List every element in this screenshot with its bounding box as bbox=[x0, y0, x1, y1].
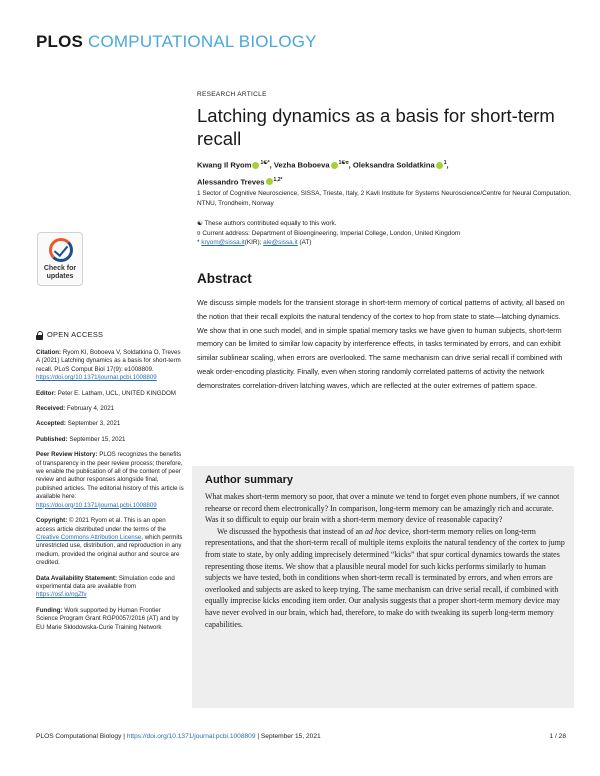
author-summary-text bbox=[205, 491, 565, 630]
article-sidebar bbox=[36, 331, 184, 639]
check-updates-label: Check for updates bbox=[43, 265, 77, 280]
copyright-block: Copyright: © 2021 Ryom et al. This is an open access article distributed under the terms of the Creative Commons Attribution License, which permits unrestricted use, distribution, and reproduction in any medium, provided the original author and source are credited. bbox=[36, 517, 183, 567]
data-availability-block: Data Availability Statement: Simulation code and experimental data are available from https://osf.io/ngZfv bbox=[36, 574, 175, 599]
journal-name: COMPUTATIONAL BIOLOGY bbox=[88, 32, 317, 51]
check-updates-icon bbox=[49, 238, 73, 262]
editor-block: Editor: Peter E. Latham, UCL, UNITED KINGDOM bbox=[36, 389, 176, 397]
peer-review-block: Peer Review History: PLOS recognizes the benefits of transparency in the peer review process; therefore, we enable the publication of all of the content of peer review and author responses alongside final, published articles. The editorial history of this article is available here: https://doi.org/10.1371/journal.pcbi.1008809 bbox=[36, 451, 184, 509]
page-footer bbox=[36, 733, 566, 740]
author-notes bbox=[197, 219, 577, 248]
summary-paragraph: We discussed the hypothesis that instead of an ad hoc device, short-term memory relies on long-term representations, and that the short-term recall of multiple items exploits the natural tendency of the cortex to jump from state to state, by only adding imprecisely determined “kicks” that spur cortical dynamics towards the states representing those items. We show that a plausible neural model for such kicks performs similarly to human subjects we have tested, both in conditions when short-term recall is terminated by errors, and when errors are overlooked and subjects are asked to keep trying. The same mechanism can drive serial recall, if combined with equally imprecise kicks encoding item order. Our analysis suggests that a proper short-term memory device may have never evolved in our brain, which had, therefore, to make do with tweaking its superb long-term memory capabilities. bbox=[205, 526, 565, 629]
footer-doi-link[interactable]: https://doi.org/10.1371/journal.pcbi.1008809 bbox=[126, 733, 256, 740]
author-name[interactable]: Kwang Il Ryom bbox=[197, 160, 252, 170]
open-access: OPEN ACCESS bbox=[36, 331, 184, 340]
footer-citation: PLOS Computational Biology | https://doi.org/10.1371/journal.pcbi.1008809 | September 15, 2021 bbox=[36, 733, 321, 740]
journal-plos-logo: PLOS bbox=[36, 32, 84, 51]
orcid-icon[interactable] bbox=[436, 162, 443, 169]
check-for-updates-badge[interactable] bbox=[37, 232, 83, 286]
orcid-icon[interactable] bbox=[266, 178, 273, 185]
author-sup: 1☯¤ bbox=[338, 160, 349, 166]
author-name[interactable]: Vezha Boboeva bbox=[273, 160, 330, 170]
email-note: * kryom@sissa.it(KIR); ale@sissa.it (AT) bbox=[197, 239, 312, 246]
email-link[interactable]: ale@sissa.it bbox=[263, 239, 298, 246]
current-address-note: ¤ Current address: Department of Bioengineering, Imperial College, London, United Kingdom bbox=[197, 229, 461, 237]
author-summary-heading: Author summary bbox=[205, 474, 294, 486]
citation-doi-link[interactable]: https://doi.org/10.1371/journal.pcbi.1008809 bbox=[36, 374, 157, 382]
received-block: Received: February 4, 2021 bbox=[36, 405, 115, 413]
author-sup: 1☯* bbox=[260, 160, 270, 166]
orcid-icon[interactable] bbox=[331, 162, 338, 169]
license-link[interactable]: Creative Commons Attribution License bbox=[36, 533, 142, 541]
author-name[interactable]: Oleksandra Soldatkina bbox=[352, 160, 435, 170]
data-link[interactable]: https://osf.io/ngZfv bbox=[36, 591, 87, 599]
accepted-block: Accepted: September 3, 2021 bbox=[36, 420, 121, 428]
abstract-heading: Abstract bbox=[197, 271, 252, 286]
author-sup: 1,2* bbox=[273, 176, 283, 183]
page-number: 1 / 28 bbox=[549, 733, 566, 740]
summary-paragraph: What makes short-term memory so poor, that over a minute we tend to forget even phone numbers, if we cannot rehearse or record them electronically? In comparison, long-term memory can be amazingly rich and accurate. Was it so difficult to equip our brain with a short-term memory device of reasonable capacity? bbox=[205, 492, 560, 525]
citation-block: Citation: Ryom KI, Boboeva V, Soldatkina O, Treves A (2021) Latching dynamics as a basis for short-term recall. PLoS Comput Biol 17(9): e1008809. https://doi.org/10.1371/journal.pcbi.1008809 bbox=[36, 349, 181, 382]
open-access-lock-icon bbox=[36, 331, 43, 340]
peer-review-link[interactable]: https://doi.org/10.1371/journal.pcbi.1008809 bbox=[36, 501, 157, 509]
published-block: Published: September 15, 2021 bbox=[36, 435, 126, 443]
affiliations: 1 Sector of Cognitive Neuroscience, SISSA, Trieste, Italy, 2 Kavli Institute for Systems Neuroscience/Centre for Neural Computation, NTNU, Trondheim, Norway bbox=[197, 190, 571, 207]
abstract-text: We discuss simple models for the transient storage in short-term memory of cortical patterns of activity, all based on the notion that their recall exploits the natural tendency of the cortex to hop from state to state—latching dynamics. We show that in one such model, and in simple spatial memory tasks we have given to human subjects, short-term memory can be limited to similar low capacity by interference effects, in tasks terminated by errors, and can exhibit similar sublinear scaling, when errors are overlooked. The same mechanism can drive serial recall if combined with weak order-encoding plasticity. Finally, even when storing randomly correlated patterns of activity the network demonstrates correlation-driven latching waves, which are reflected at the outer extremes of pattern space. bbox=[197, 298, 565, 390]
author-list: Kwang Il Ryom $^{1☯*}$, Vezha Boboeva $^{1☯¤}$, Oleksandra Soldatkina $^1$, Alessandro Treves $^{1,2*}$ bbox=[197, 160, 449, 187]
article-type: RESEARCH ARTICLE bbox=[197, 91, 267, 98]
journal-header bbox=[36, 32, 317, 52]
author-name[interactable]: Alessandro Treves bbox=[197, 177, 265, 187]
equal-contribution-note: ☯ These authors contributed equally to this work. bbox=[197, 220, 337, 227]
funding-block: Funding: Work supported by Human Frontier Science Program Grant RGP0057/2016 (AT) and by EU Marie Skłodowska-Curie Training Network bbox=[36, 606, 179, 631]
author-sup: 1 bbox=[443, 160, 447, 166]
article-title: Latching dynamics as a basis for short-term recall bbox=[197, 105, 555, 149]
orcid-icon[interactable] bbox=[252, 162, 259, 169]
email-link[interactable]: kryom@sissa.it bbox=[201, 239, 245, 246]
